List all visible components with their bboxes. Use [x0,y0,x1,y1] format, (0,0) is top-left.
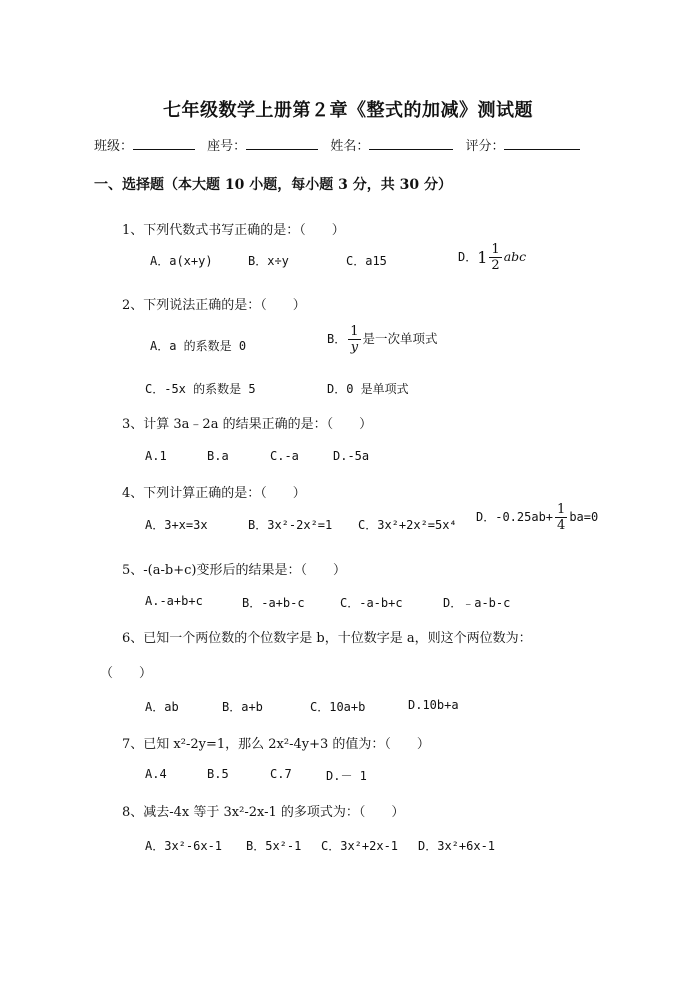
q4-option-a: A．3+x=3x [145,518,208,532]
question-2: 2、下列说法正确的是：（ ） [122,298,306,313]
q1-fraction: $\frac{1}{2}$ [491,242,500,273]
class-label: 班级： [94,139,134,154]
q1-option-d: D．1 $\frac{1}{2}$ abc [458,242,527,273]
q2-fraction: $\frac{1}{y}$ [350,324,359,355]
page-title: 七年级数学上册第２章《整式的加减》测试题 [163,100,533,121]
q4-option-b: B．3x²-2x²=1 [248,518,333,532]
question-3: 3、计算 3a﹣2a 的结果正确的是：（ ） [122,417,373,432]
seat-label: 座号： [207,139,247,154]
q3-option-d: D.-5a [333,449,370,463]
q8-option-a: A．3x²-6x-1 [145,839,223,853]
q5-option-b: B．-a+b-c [242,596,305,610]
q4-option-c: C．3x²+2x²=5x⁴ [358,518,457,532]
score-label: 评分： [465,139,505,154]
q3-option-b: B.a [207,449,229,463]
q6-option-c: C．10a+b [310,700,366,714]
question-6-bracket: （ ） [100,666,153,681]
q8-option-c: C．3x²+2x-1 [321,839,399,853]
q2-option-b: B． $\frac{1}{y}$ 是一次单项式 [327,324,438,355]
q1-option-a: A．a(x+y) [150,254,213,268]
seat-blank [246,137,318,150]
section-heading: 一、选择题（本大题 10 小题，每小题 3 分，共 30 分） [94,177,452,193]
q4-option-d: D．-0.25ab+ $\frac{1}{4}$ ba=0 [476,502,599,533]
q3-option-a: A.1 [145,449,167,463]
q6-option-a: A．ab [145,700,179,714]
question-7: 7、已知 x²-2y=1，那么 2x²-4y+3 的值为：（ ） [122,737,430,752]
q7-option-b: B.5 [207,767,229,781]
class-blank [133,137,195,150]
q8-option-b: B．5x²-1 [246,839,302,853]
question-4: 4、下列计算正确的是：（ ） [122,486,306,501]
q3-option-c: C.-a [270,449,299,463]
score-blank [504,137,580,150]
question-6: 6、已知一个两位数的个位数字是 b，十位数字是 a，则这个两位数为： [122,631,532,646]
q5-option-a: A.-a+b+c [145,594,203,608]
question-8: 8、减去-4x 等于 3x²-2x-1 的多项式为：（ ） [122,805,405,820]
q7-option-c: C.7 [270,767,292,781]
q6-option-d: D.10b+a [408,698,459,712]
q6-option-b: B．a+b [222,700,263,714]
name-label: 姓名： [330,139,370,154]
q2-option-a: A．a 的系数是 0 [150,339,247,353]
q4-fraction: $\frac{1}{4}$ [557,502,566,533]
question-5: 5、-(a-b+c)变形后的结果是：（ ） [122,563,346,578]
q1-option-c: C．a15 [346,254,387,268]
student-info-row [94,135,594,154]
q5-option-c: C．-a-b+c [340,596,403,610]
q5-option-d: D．﹣a-b-c [443,596,511,610]
q7-option-a: A.4 [145,767,167,781]
q1-option-b: B．x÷y [248,254,289,268]
question-1: 1、下列代数式书写正确的是：（ ） [122,223,345,238]
q2-option-d: D．0 是单项式 [327,382,409,396]
q7-option-d: D.－ 1 [326,769,367,783]
name-blank [369,137,453,150]
q2-option-c: C．-5x 的系数是 5 [145,382,256,396]
q8-option-d: D．3x²+6x-1 [418,839,496,853]
